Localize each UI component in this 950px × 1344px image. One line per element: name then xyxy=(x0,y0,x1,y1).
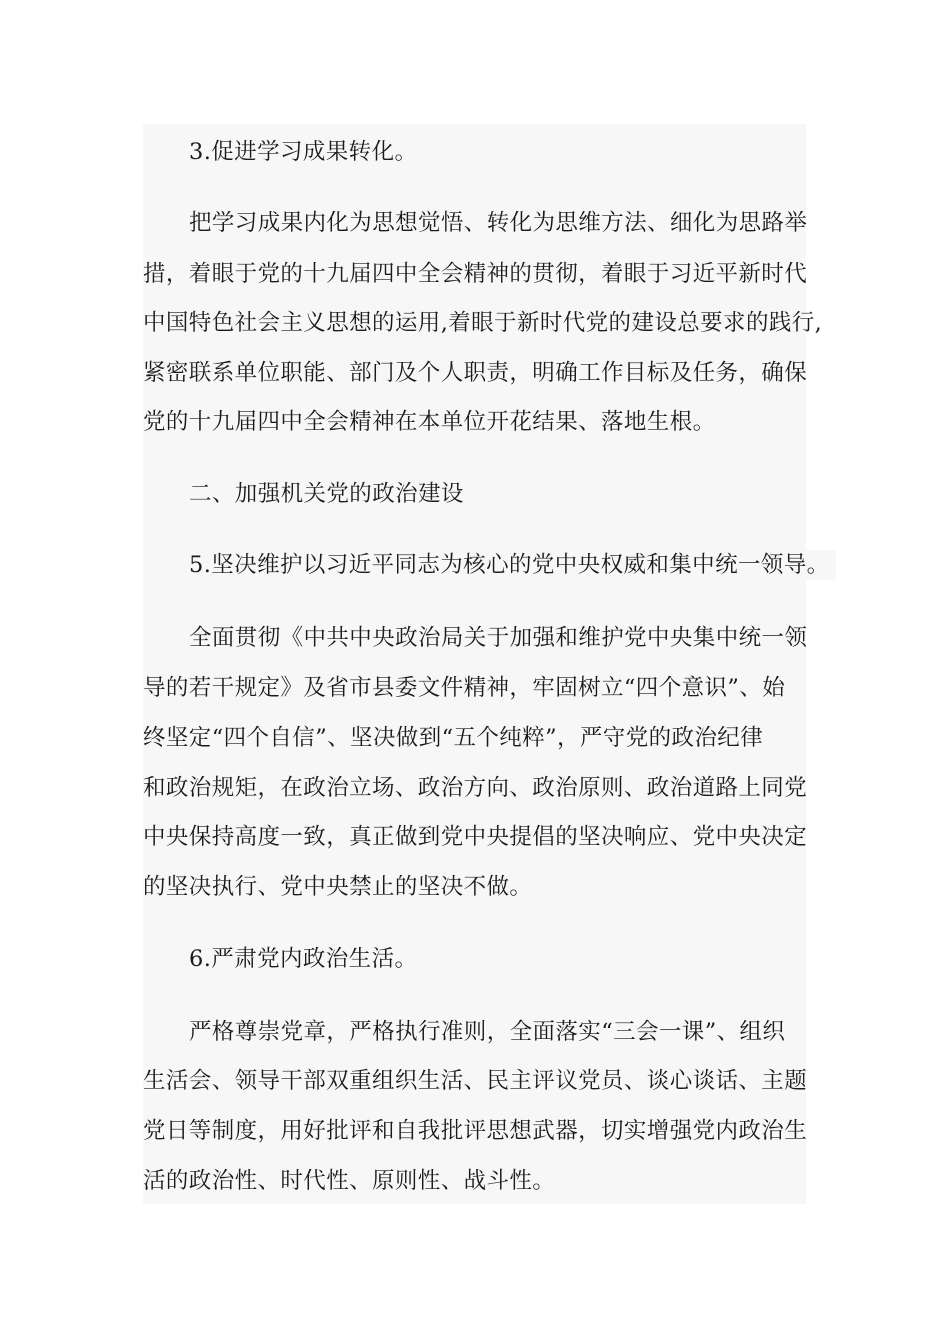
para-2-line-4: 和政治规矩，在政治立场、政治方向、政治原则、政治道路上同党 xyxy=(143,775,808,801)
para-1-line-5: 党的十九届四中全会精神在本单位开花结果、落地生根。 xyxy=(143,409,716,435)
para-2-line-3: 终坚定“四个自信”、坚决做到“五个纯粹”，严守党的政治纪律 xyxy=(143,725,764,751)
para-3-line-2: 生活会、领导干部双重组织生活、民主评议党员、谈心谈话、主题 xyxy=(143,1068,808,1094)
para-2-line-6: 的坚决执行、党中央禁止的坚决不做。 xyxy=(143,874,533,900)
heading-6: 6.严肃党内政治生活。 xyxy=(189,946,418,972)
para-1-line-4: 紧密联系单位职能、部门及个人职责，明确工作目标及任务，确保 xyxy=(143,360,808,386)
heading-5: 5.坚决维护以习近平同志为核心的党中央权威和集中统一领导。 xyxy=(189,550,836,580)
para-1-line-2: 措，着眼于党的十九届四中全会精神的贯彻，着眼于习近平新时代 xyxy=(143,261,808,287)
para-2-line-1: 全面贯彻《中共中央政治局关于加强和维护党中央集中统一领 xyxy=(189,625,808,651)
para-3-line-3: 党日等制度，用好批评和自我批评思想武器，切实增强党内政治生 xyxy=(143,1118,808,1144)
para-2-line-5: 中央保持高度一致，真正做到党中央提倡的坚决响应、党中央决定 xyxy=(143,824,808,850)
para-3-line-4: 活的政治性、时代性、原则性、战斗性。 xyxy=(143,1168,556,1194)
para-3-line-1: 严格尊崇党章，严格执行准则，全面落实“三会一课”、组织 xyxy=(189,1019,786,1045)
heading-3: 3.促进学习成果转化。 xyxy=(189,139,418,165)
para-1-line-1: 把学习成果内化为思想觉悟、转化为思维方法、细化为思路举 xyxy=(189,210,808,236)
para-2-line-2: 导的若干规定》及省市县委文件精神，牢固树立“四个意识”、始 xyxy=(143,675,786,701)
para-1-line-3: 中国特色社会主义思想的运用,着眼于新时代党的建设总要求的践行, xyxy=(143,310,823,336)
section-2-heading: 二、加强机关党的政治建设 xyxy=(189,481,464,507)
